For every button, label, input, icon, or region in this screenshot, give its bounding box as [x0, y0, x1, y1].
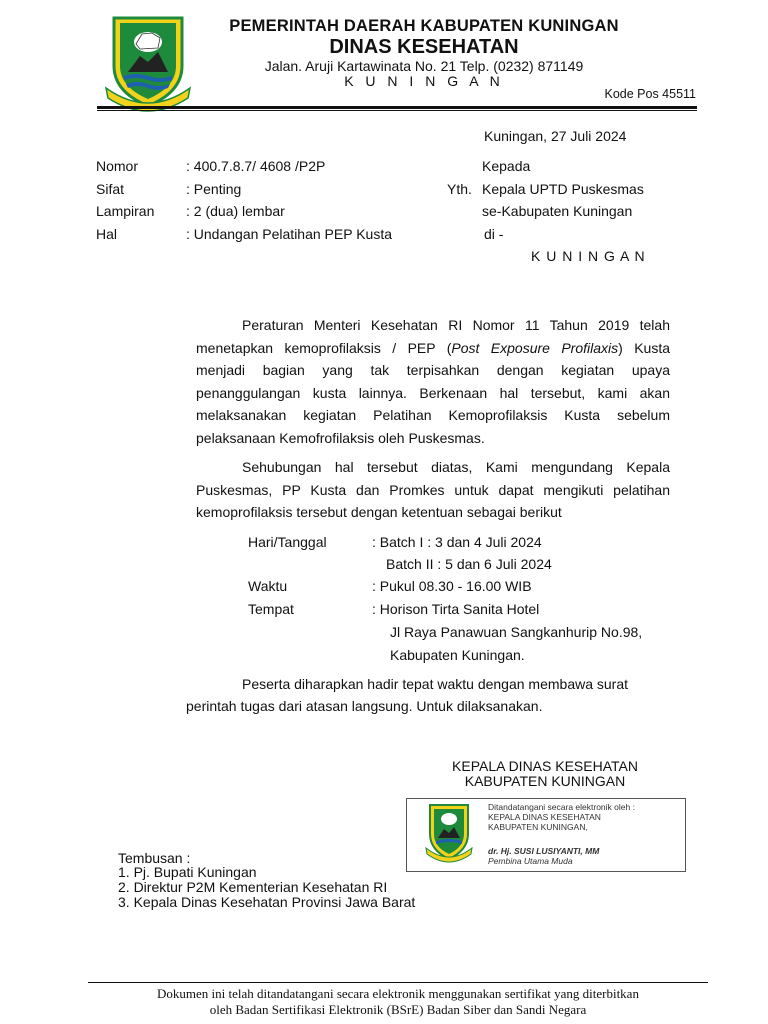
body-paragraph-3-line1: Peserta diharapkan hadir tepat waktu dengan membawa surat — [242, 676, 629, 692]
government-name: PEMERINTAH DAERAH KABUPATEN KUNINGAN — [229, 17, 619, 35]
letter-date: Kuningan, 27 Juli 2024 — [484, 128, 627, 144]
detail-value-waktu: : Pukul 08.30 - 16.00 WIB — [372, 578, 532, 594]
recipient-line2: se-Kabupaten Kuningan — [482, 203, 633, 219]
body-paragraph-2: Sehubungan hal tersebut diatas, Kami mengundang Kepala Puskesmas, PP Kusta dan Promkes untuk dapat mengikuti pelatihan kemoprofilaksis tersebut dengan ketentuan sebagai berikut — [196, 459, 670, 520]
agency-address: Jalan. Aruji Kartawinata No. 21 Telp. (0232) 871149 — [264, 58, 584, 74]
esign-signer-rank: Pembina Utama Muda — [488, 856, 573, 866]
detail-value-tempat-2: Jl Raya Panawuan Sangkanhurip No.98, — [390, 624, 643, 640]
esign-signer-name: dr. Hj. SUSI LUSIYANTI, MM — [488, 846, 600, 856]
letterhead-rule-thick — [97, 106, 697, 109]
esign-caption: Ditandatangani secara elektronik oleh : — [488, 802, 635, 812]
recipient-kepada: Kepada — [482, 158, 531, 174]
body-paragraph-1: Peraturan Menteri Kesehatan RI Nomor 11 Tahun 2019 telah menetapkan kemoprofilaksis / PEP (Post Exposure Profilaxis) Kusta menjadi bagian yang tak terpisahkan dengan kegiatan upaya penanggulangan kusta lainnya. Berkenaan hal tersebut, kami akan melaksanakan kegiatan Pelatihan Kemoprofilaksis Kusta sebelum pelaksanaan Kemofrofilaksis oleh Puskesmas. — [196, 317, 670, 446]
meta-value-sifat: : Penting — [186, 181, 242, 197]
detail-label-waktu: Waktu — [248, 578, 288, 594]
footer-line-2: oleh Badan Sertifikasi Elektronik (BSrE) Badan Siber dan Sandi Negara — [209, 1002, 587, 1017]
recipient-yth: Yth. — [447, 181, 472, 197]
body-paragraph-3-line2: perintah tugas dari atasan langsung. Untuk dilaksanakan. — [186, 698, 543, 714]
cc-item-1: 1. Pj. Bupati Kuningan — [118, 864, 257, 880]
cc-item-3: 3. Kepala Dinas Kesehatan Provinsi Jawa Barat — [118, 894, 416, 910]
meta-label-sifat: Sifat — [96, 181, 125, 197]
signatory-title-2: KABUPATEN KUNINGAN — [464, 773, 626, 789]
recipient-line3: di - — [484, 226, 504, 242]
agency-city: K U N I N G A N — [344, 73, 504, 89]
detail-label-hari: Hari/Tanggal — [248, 534, 327, 550]
esign-office-1: KEPALA DINAS KESEHATAN — [488, 812, 601, 822]
esign-office-2: KABUPATEN KUNINGAN, — [488, 822, 588, 832]
meta-label-nomor: Nomor — [96, 158, 139, 174]
detail-value-hari-1: : Batch I : 3 dan 4 Juli 2024 — [372, 534, 542, 550]
letterhead-rule-thin — [97, 110, 697, 111]
recipient-city: K U N I N G A N — [531, 248, 646, 264]
cc-heading: Tembusan : — [118, 850, 191, 866]
meta-label-lampiran: Lampiran — [96, 203, 155, 219]
meta-value-lampiran: : 2 (dua) lembar — [186, 203, 285, 219]
signatory-title-1: KEPALA DINAS KESEHATAN — [452, 758, 638, 774]
kuningan-regency-emblem-icon — [100, 14, 196, 114]
recipient-line1: Kepala UPTD Puskesmas — [482, 181, 644, 197]
postal-code: Kode Pos 45511 — [604, 87, 696, 101]
detail-value-tempat-1: : Horison Tirta Sanita Hotel — [372, 601, 540, 617]
detail-value-hari-2: Batch II : 5 dan 6 Juli 2024 — [386, 556, 552, 572]
cc-item-2: 2. Direktur P2M Kementerian Kesehatan RI — [118, 879, 388, 895]
footer-rule — [88, 982, 708, 983]
agency-name: DINAS KESEHATAN — [329, 36, 519, 58]
signature-emblem-icon — [424, 802, 474, 866]
meta-value-nomor: : 400.7.8.7/ 4608 /P2P — [186, 158, 326, 174]
footer-line-1: Dokumen ini telah ditandatangani secara elektronik menggunakan sertifikat yang diterbitkan — [157, 986, 639, 1001]
detail-label-tempat: Tempat — [248, 601, 294, 617]
meta-value-hal: : Undangan Pelatihan PEP Kusta — [186, 226, 393, 242]
meta-label-hal: Hal — [96, 226, 118, 242]
detail-value-tempat-3: Kabupaten Kuningan. — [390, 647, 525, 663]
